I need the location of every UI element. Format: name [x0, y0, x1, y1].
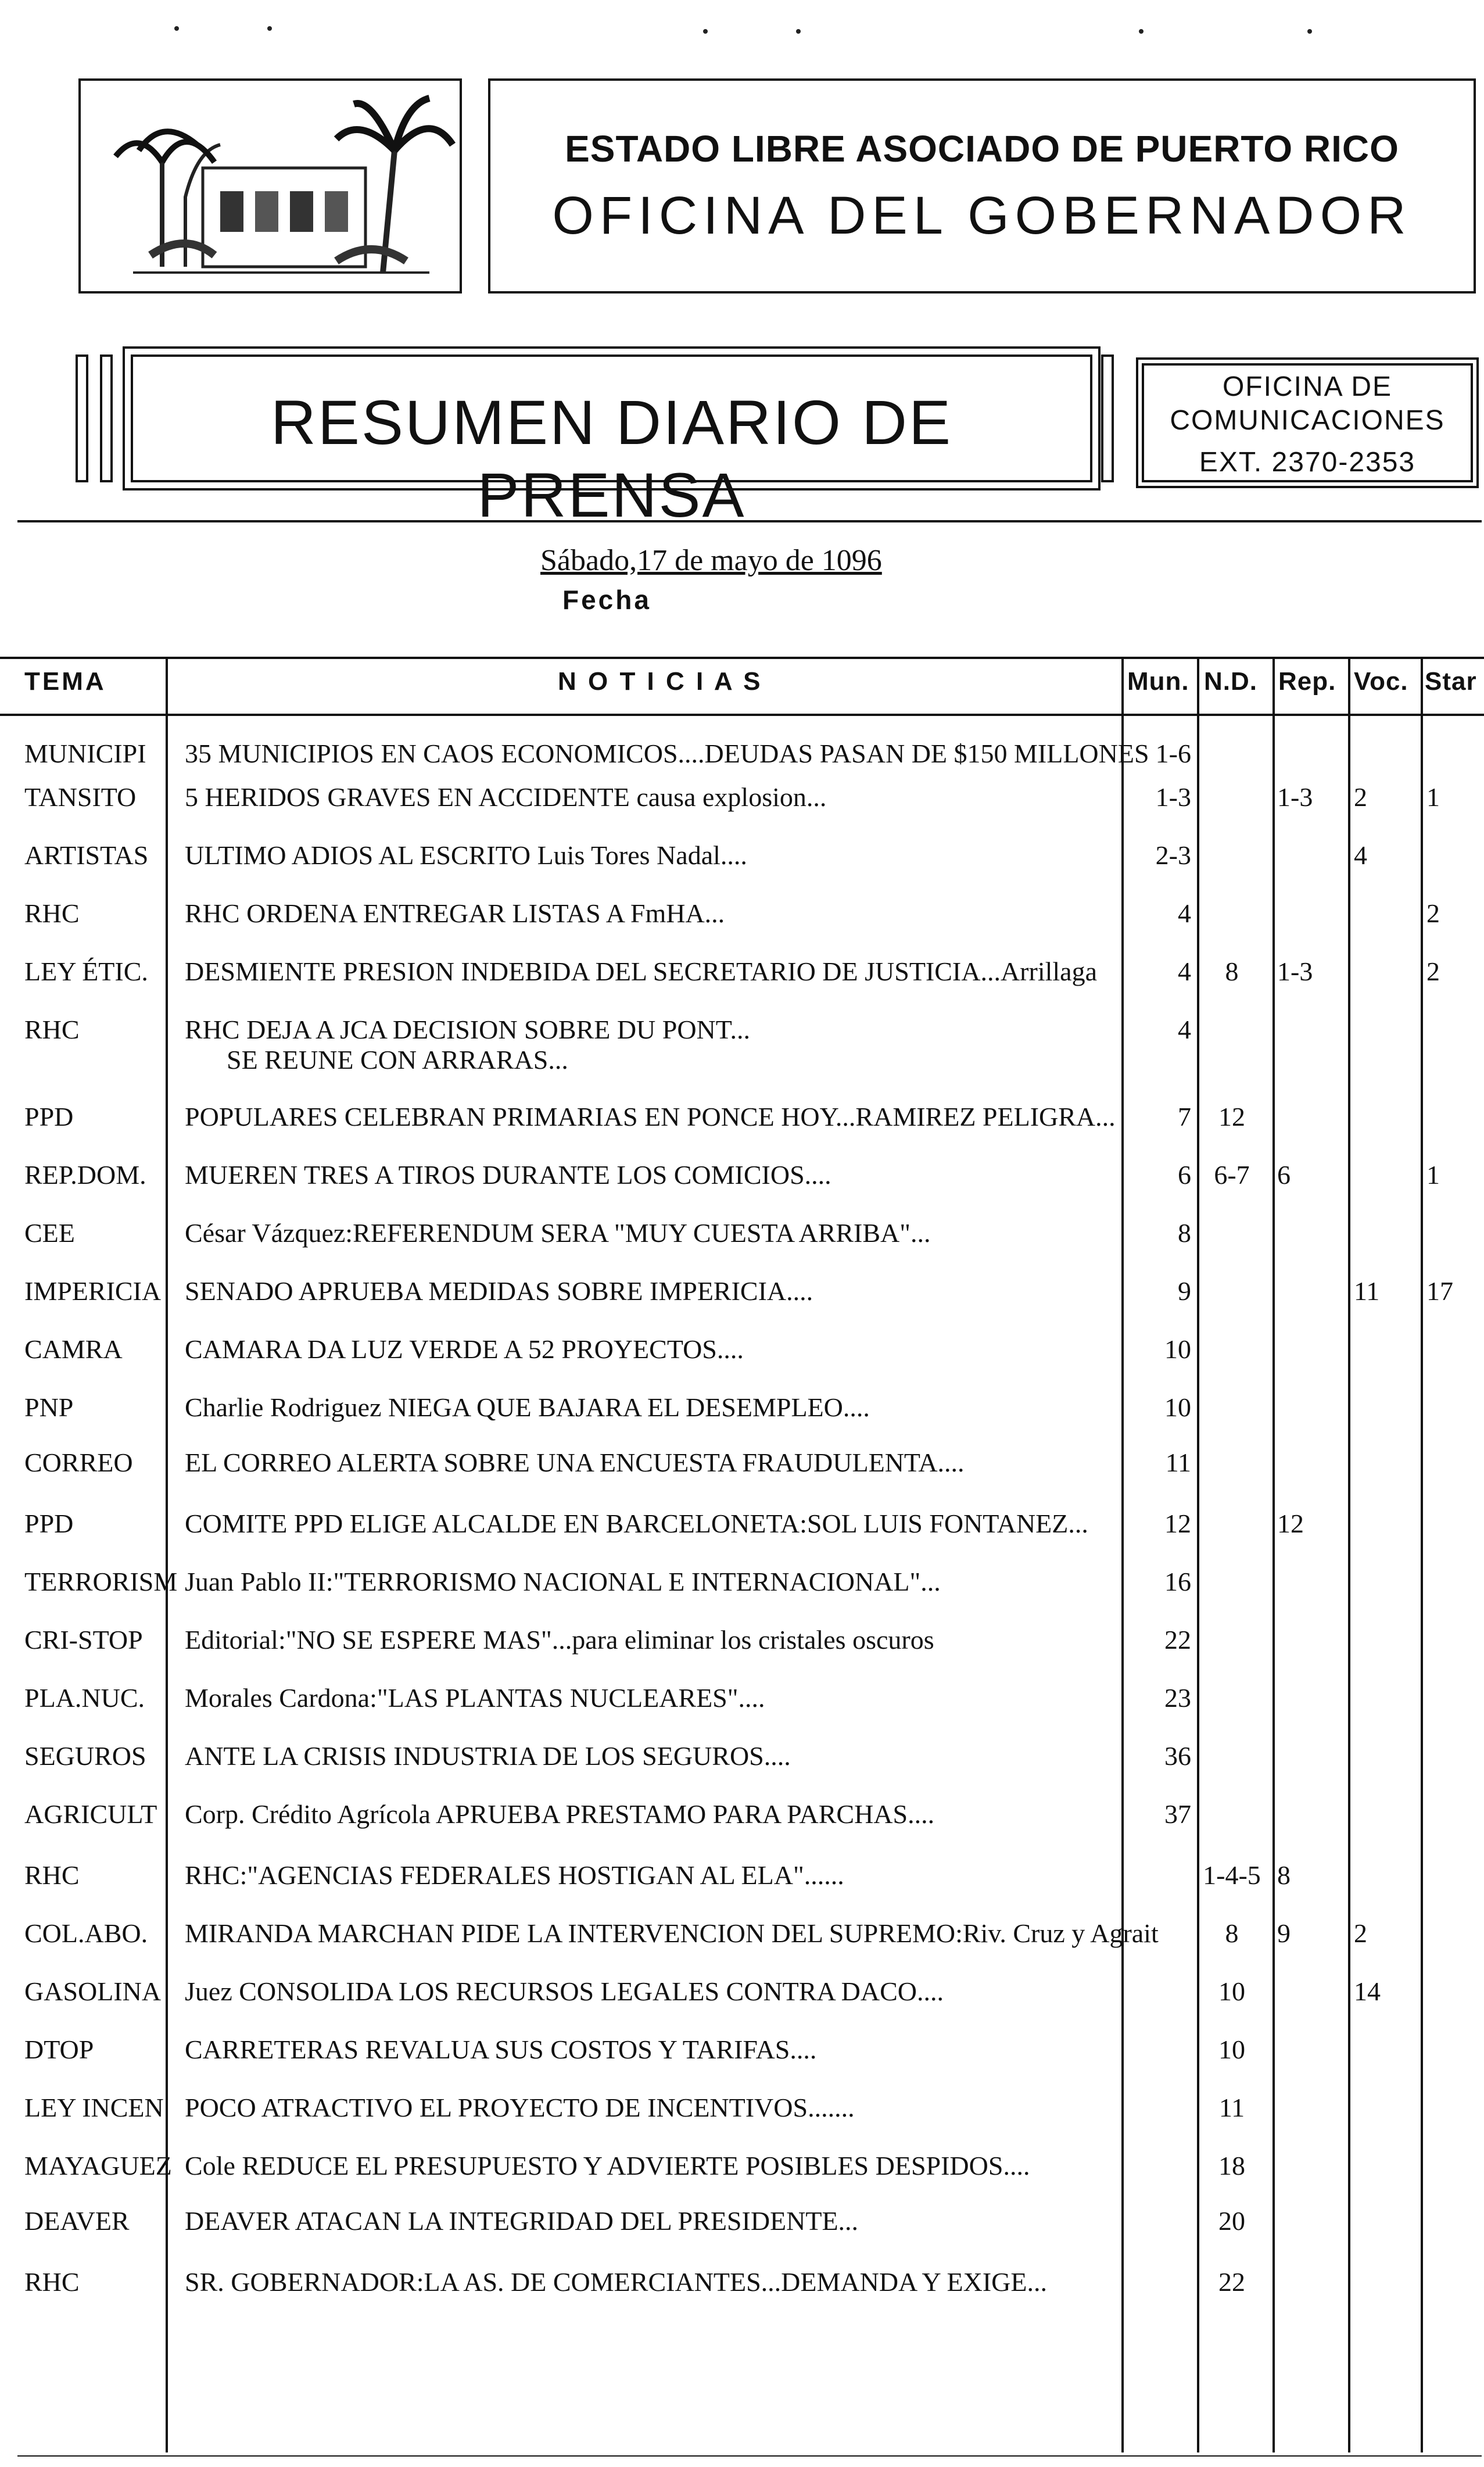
cell-tema: IMPERICIA	[24, 1276, 162, 1306]
cell-tema: PNP	[24, 1392, 74, 1422]
cell-noticia: DEAVER ATACAN LA INTEGRIDAD DEL PRESIDENTE...	[185, 2206, 859, 2236]
footer-rule	[17, 2455, 1482, 2457]
government-name: ESTADO LIBRE ASOCIADO DE PUERTO RICO	[565, 128, 1399, 170]
cell-nd: 6-7	[1214, 1160, 1250, 1190]
cell-noticia: POPULARES CELEBRAN PRIMARIAS EN PONCE HOY...RAMIREZ PELIGRA...	[185, 1102, 1116, 1132]
table-row	[0, 782, 1484, 828]
cell-rep: 1-3	[1277, 957, 1313, 986]
cell-star: 1	[1426, 782, 1440, 812]
cell-nd: 8	[1225, 957, 1239, 986]
left-bar	[76, 355, 88, 482]
table-row	[0, 1101, 1484, 1148]
banner-title-box	[131, 355, 1092, 530]
table-row	[0, 738, 1484, 785]
table-row	[0, 2150, 1484, 2197]
right-bar	[1101, 355, 1114, 482]
cell-tema: RHC	[24, 1860, 80, 1890]
cell-tema: RHC	[24, 2267, 80, 2297]
table-row	[0, 1566, 1484, 1613]
cell-mun: 16	[1164, 1567, 1191, 1596]
table-row	[0, 956, 1484, 1002]
cell-rep: 8	[1277, 1860, 1291, 1890]
table-row	[0, 1276, 1484, 1322]
office-title-box	[488, 78, 1476, 293]
date-label: Fecha	[562, 585, 651, 615]
cell-noticia: Editorial:"NO SE ESPERE MAS"...para eliminar los cristales oscuros	[185, 1625, 934, 1655]
office-name: OFICINA DEL GOBERNADOR	[552, 186, 1412, 245]
header-star: Star	[1425, 667, 1477, 696]
cell-tema: DTOP	[24, 2035, 94, 2064]
cell-rep: 12	[1277, 1509, 1304, 1538]
cell-noticia: Corp. Crédito Agrícola APRUEBA PRESTAMO PARA PARCHAS....	[185, 1799, 935, 1829]
cell-nd: 18	[1218, 2151, 1245, 2180]
cell-rep: 9	[1277, 1918, 1291, 1948]
scan-speck	[796, 29, 801, 34]
cell-tema: GASOLINA	[24, 1977, 162, 2006]
cell-nd: 12	[1218, 1102, 1245, 1132]
cell-noticia: EL CORREO ALERTA SOBRE UNA ENCUESTA FRAUDULENTA....	[185, 1448, 965, 1477]
cell-tema: SEGUROS	[24, 1741, 146, 1771]
table-row	[0, 1218, 1484, 1264]
cell-mun: 23	[1164, 1683, 1191, 1713]
cell-nd: 8	[1225, 1918, 1239, 1948]
cell-nd: 10	[1218, 2035, 1245, 2064]
scan-speck	[703, 29, 708, 34]
cell-mun: 10	[1164, 1334, 1191, 1364]
header-tema: TEMA	[24, 667, 106, 696]
office-line1: OFICINA DE	[1222, 371, 1393, 402]
cell-mun: 8	[1178, 1218, 1191, 1248]
table-row	[0, 1334, 1484, 1380]
table-row	[0, 2267, 1484, 2313]
cell-noticia: RHC DEJA A JCA DECISION SOBRE DU PONT...	[185, 1015, 750, 1044]
cell-tema: CEE	[24, 1218, 75, 1248]
cell-noticia-continued: SE REUNE CON ARRARAS...	[227, 1045, 568, 1075]
header-voc: Voc.	[1354, 667, 1408, 696]
header-rule	[17, 520, 1482, 522]
cell-noticia: 35 MUNICIPIOS EN CAOS ECONOMICOS....DEUDAS PASAN DE $150 MILLONES	[185, 739, 1149, 768]
table-top-rule	[0, 657, 1484, 659]
governor-mansion-drawing-icon	[81, 81, 460, 291]
table-row	[0, 2092, 1484, 2139]
cell-noticia: RHC:"AGENCIAS FEDERALES HOSTIGAN AL ELA"......	[185, 1860, 844, 1890]
cell-mun: 1-6	[1155, 739, 1191, 768]
scan-speck	[1307, 29, 1312, 34]
cell-noticia: DESMIENTE PRESION INDEBIDA DEL SECRETARIO DE JUSTICIA...Arrillaga	[185, 957, 1097, 986]
cell-voc: 11	[1354, 1276, 1380, 1306]
logo-frame	[78, 78, 462, 293]
left-bar	[100, 355, 113, 482]
cell-tema: DEAVER	[24, 2206, 130, 2236]
cell-nd: 11	[1218, 2093, 1245, 2122]
table-row	[0, 1624, 1484, 1671]
header-mun: Mun.	[1127, 667, 1189, 696]
office-extension: EXT. 2370-2353	[1199, 447, 1416, 478]
communications-box	[1136, 357, 1479, 488]
cell-tema: LEY INCEN	[24, 2093, 164, 2122]
table-row	[0, 1799, 1484, 1845]
cell-nd: 20	[1218, 2206, 1245, 2236]
date-value: Sábado,17 de mayo de 1096	[540, 544, 882, 577]
scan-speck	[267, 26, 272, 31]
cell-mun: 22	[1164, 1625, 1191, 1655]
cell-tema: CORREO	[24, 1448, 133, 1477]
cell-tema: MUNICIPI	[24, 739, 146, 768]
cell-tema: COL.ABO.	[24, 1918, 148, 1948]
cell-star: 2	[1426, 957, 1440, 986]
table-row	[0, 1159, 1484, 1206]
cell-mun: 10	[1164, 1392, 1191, 1422]
cell-mun: 37	[1164, 1799, 1191, 1829]
cell-mun: 4	[1178, 1015, 1191, 1044]
cell-mun: 7	[1178, 1102, 1191, 1132]
table-row	[0, 898, 1484, 944]
cell-mun: 12	[1164, 1509, 1191, 1538]
cell-noticia: POCO ATRACTIVO EL PROYECTO DE INCENTIVOS.......	[185, 2093, 855, 2122]
cell-star: 1	[1426, 1160, 1440, 1190]
cell-tema: PPD	[24, 1102, 74, 1132]
news-table	[0, 657, 1484, 2452]
cell-mun: 4	[1178, 957, 1191, 986]
table-row	[0, 1976, 1484, 2022]
banner-title: RESUMEN DIARIO DE PRENSA	[270, 387, 953, 530]
cell-rep: 1-3	[1277, 782, 1313, 812]
cell-voc: 2	[1354, 1918, 1367, 1948]
cell-nd: 10	[1218, 1977, 1245, 2006]
table-row	[0, 840, 1484, 886]
table-row	[0, 1918, 1484, 1964]
cell-noticia: CARRETERAS REVALUA SUS COSTOS Y TARIFAS....	[185, 2035, 817, 2064]
cell-tema: RHC	[24, 1015, 80, 1044]
cell-tema: MAYAGUEZ	[24, 2151, 172, 2180]
cell-mun: 2-3	[1155, 840, 1191, 870]
cell-noticia: César Vázquez:REFERENDUM SERA "MUY CUESTA ARRIBA"...	[185, 1218, 931, 1248]
header-noticias: N O T I C I A S	[558, 667, 763, 696]
cell-mun: 36	[1164, 1741, 1191, 1771]
table-row	[0, 1741, 1484, 1787]
cell-noticia: Juez CONSOLIDA LOS RECURSOS LEGALES CONTRA DACO....	[185, 1977, 944, 2006]
header-nd: N.D.	[1204, 667, 1257, 696]
cell-tema: PPD	[24, 1509, 74, 1538]
cell-tema: RHC	[24, 898, 80, 928]
table-row	[0, 2034, 1484, 2081]
table-row	[0, 1014, 1484, 1075]
cell-noticia: RHC ORDENA ENTREGAR LISTAS A FmHA...	[185, 898, 725, 928]
cell-tema: TANSITO	[24, 782, 137, 812]
cell-mun: 11	[1165, 1448, 1191, 1477]
cell-tema: AGRICULT	[24, 1799, 157, 1829]
cell-voc: 14	[1354, 1977, 1381, 2006]
cell-noticia: CAMARA DA LUZ VERDE A 52 PROYECTOS....	[185, 1334, 744, 1364]
cell-noticia: ULTIMO ADIOS AL ESCRITO Luis Tores Nadal....	[185, 840, 747, 870]
cell-tema: CRI-STOP	[24, 1625, 143, 1655]
cell-noticia: SR. GOBERNADOR:LA AS. DE COMERCIANTES...DEMANDA Y EXIGE...	[185, 2267, 1047, 2297]
scan-speck	[174, 26, 179, 31]
table-row	[0, 1860, 1484, 1906]
table-row	[0, 1682, 1484, 1729]
cell-tema: CAMRA	[24, 1334, 123, 1364]
header-bottom-rule	[0, 714, 1484, 716]
cell-noticia: ANTE LA CRISIS INDUSTRIA DE LOS SEGUROS....	[185, 1741, 791, 1771]
cell-noticia: SENADO APRUEBA MEDIDAS SOBRE IMPERICIA....	[185, 1276, 813, 1306]
table-row	[0, 1447, 1484, 1494]
cell-tema: LEY ÉTIC.	[24, 957, 148, 986]
table-row	[0, 1392, 1484, 1438]
cell-voc: 4	[1354, 840, 1367, 870]
cell-star: 17	[1426, 1276, 1453, 1306]
cell-nd: 22	[1218, 2267, 1245, 2297]
cell-noticia: Cole REDUCE EL PRESUPUESTO Y ADVIERTE POSIBLES DESPIDOS....	[185, 2151, 1030, 2180]
table-row	[0, 1508, 1484, 1555]
cell-voc: 2	[1354, 782, 1367, 812]
office-line2: COMUNICACIONES	[1170, 405, 1445, 436]
cell-noticia: 5 HERIDOS GRAVES EN ACCIDENTE causa explosion...	[185, 782, 827, 812]
table-row	[0, 2205, 1484, 2252]
cell-mun: 1-3	[1155, 782, 1191, 812]
cell-tema: REP.DOM.	[24, 1160, 146, 1190]
scan-speck	[1139, 29, 1144, 34]
cell-rep: 6	[1277, 1160, 1291, 1190]
cell-mun: 4	[1178, 898, 1191, 928]
cell-noticia: Juan Pablo II:"TERRORISMO NACIONAL E INTERNACIONAL"...	[185, 1567, 941, 1596]
cell-tema: PLA.NUC.	[24, 1683, 145, 1713]
cell-tema: ARTISTAS	[24, 840, 149, 870]
cell-tema: TERRORISM	[24, 1567, 178, 1596]
cell-noticia: MUEREN TRES A TIROS DURANTE LOS COMICIOS....	[185, 1160, 831, 1190]
cell-noticia: Morales Cardona:"LAS PLANTAS NUCLEARES"....	[185, 1683, 765, 1713]
cell-noticia: MIRANDA MARCHAN PIDE LA INTERVENCION DEL SUPREMO:Riv. Cruz y Agrait	[185, 1918, 1159, 1948]
header-rep: Rep.	[1278, 667, 1336, 696]
cell-noticia: Charlie Rodriguez NIEGA QUE BAJARA EL DESEMPLEO....	[185, 1392, 870, 1422]
cell-mun: 6	[1178, 1160, 1191, 1190]
cell-star: 2	[1426, 898, 1440, 928]
cell-nd: 1-4-5	[1203, 1860, 1261, 1890]
cell-mun: 9	[1178, 1276, 1191, 1306]
cell-noticia: COMITE PPD ELIGE ALCALDE EN BARCELONETA:SOL LUIS FONTANEZ...	[185, 1509, 1088, 1538]
